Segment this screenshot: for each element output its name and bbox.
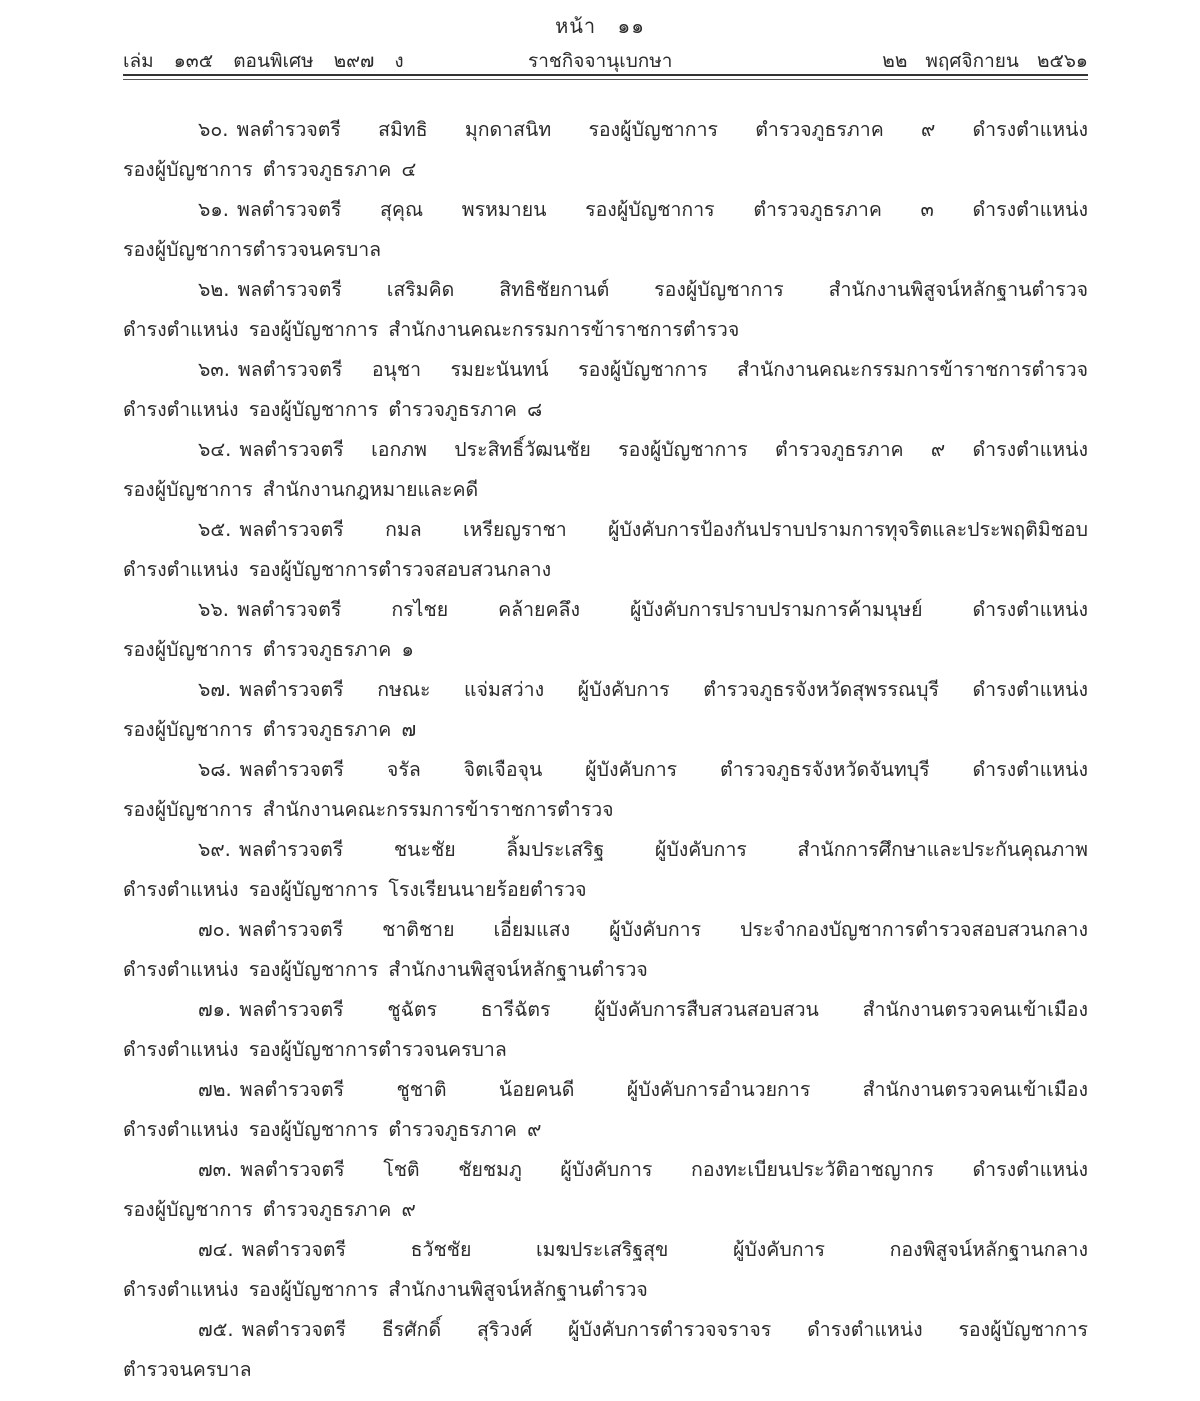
item-text-line2: ดำรงตำแหน่ง รองผู้บัญชาการ สำนักงานพิสูจน์หลักฐานตำรวจ <box>123 1278 648 1301</box>
item-text-line2: ดำรงตำแหน่ง รองผู้บัญชาการ ตำรวจภูธรภาค ๘ <box>123 398 543 421</box>
item-text-line1: พลตำรวจตรี กษณะ แจ่มสว่าง ผู้บังคับการ ตำรวจภูธรจังหวัดสุพรรณบุรี ดำรงตำแหน่ง <box>239 678 1088 701</box>
list-item <box>123 990 1088 1070</box>
item-number: ๗๒. <box>198 1078 232 1101</box>
item-text-line2: ดำรงตำแหน่ง รองผู้บัญชาการ สำนักงานคณะกรรมการข้าราชการตำรวจ <box>123 318 740 341</box>
item-text-line1: พลตำรวจตรี ชาติชาย เอี่ยมแสง ผู้บังคับการ ประจำกองบัญชาการตำรวจสอบสวนกลาง <box>238 918 1088 941</box>
publication-date <box>870 46 1088 76</box>
list-item <box>123 910 1088 990</box>
appointment-list <box>123 110 1088 1390</box>
item-text-line1: พลตำรวจตรี ชนะชัย ลิ้มประเสริฐ ผู้บังคับการ สำนักการศึกษาและประกันคุณภาพ <box>238 838 1088 861</box>
item-text-line1: พลตำรวจตรี กมล เหรียญราชา ผู้บังคับการป้องกันปราบปรามการทุจริตและประพฤติมิชอบ <box>239 518 1088 541</box>
date-month: พฤศจิกายน <box>925 50 1019 72</box>
publication-title: ราชกิจจานุเบกษา <box>528 50 673 72</box>
item-text-line2: ตำรวจนครบาล <box>123 1358 252 1381</box>
item-text-line1: พลตำรวจตรี จรัล จิตเจือจุน ผู้บังคับการ ตำรวจภูธรจังหวัดจันทบุรี ดำรงตำแหน่ง <box>239 758 1088 781</box>
page-number-value: ๑๑ <box>617 14 645 38</box>
item-text-line2: รองผู้บัญชาการ ตำรวจภูธรภาค ๗ <box>123 718 417 741</box>
item-text-line2: รองผู้บัญชาการตำรวจนครบาล <box>123 238 382 261</box>
item-text-line1: พลตำรวจตรี เอกภพ ประสิทธิ์วัฒนชัย รองผู้บัญชาการ ตำรวจภูธรภาค ๙ ดำรงตำแหน่ง <box>239 438 1088 461</box>
list-item <box>123 1230 1088 1310</box>
item-text-line2: ดำรงตำแหน่ง รองผู้บัญชาการตำรวจนครบาล <box>123 1038 507 1061</box>
list-item <box>123 350 1088 430</box>
list-item <box>123 510 1088 590</box>
list-item <box>123 1310 1088 1390</box>
item-text-line2: รองผู้บัญชาการ สำนักงานกฎหมายและคดี <box>123 478 479 501</box>
item-text-line1: พลตำรวจตรี กรไชย คล้ายคลึง ผู้บังคับการปราบปรามการค้ามนุษย์ ดำรงตำแหน่ง <box>236 598 1088 621</box>
item-number: ๖๓. <box>198 358 230 381</box>
item-number: ๗๕. <box>198 1318 234 1341</box>
list-item <box>123 430 1088 510</box>
item-number: ๖๒. <box>198 278 230 301</box>
list-item <box>123 830 1088 910</box>
item-text-line1: พลตำรวจตรี ธวัชชัย เมฆประเสริฐสุข ผู้บังคับการ กองพิสูจน์หลักฐานกลาง <box>241 1238 1088 1261</box>
item-text-line1: พลตำรวจตรี สมิทธิ มุกดาสนิท รองผู้บัญชาการ ตำรวจภูธรภาค ๙ ดำรงตำแหน่ง <box>236 118 1088 141</box>
item-number: ๖๙. <box>198 838 231 861</box>
item-number: ๗๑. <box>198 998 232 1021</box>
date-year: ๒๕๖๑ <box>1036 50 1088 72</box>
item-number: ๗๓. <box>198 1158 233 1181</box>
item-number: ๖๘. <box>198 758 232 781</box>
list-item <box>123 590 1088 670</box>
volume-label: เล่ม <box>123 50 154 72</box>
item-text-line1: พลตำรวจตรี ชูฉัตร ธารีฉัตร ผู้บังคับการสืบสวนสอบสวน สำนักงานตรวจคนเข้าเมือง <box>239 998 1088 1021</box>
section-number: ๒๙๗ <box>333 50 375 72</box>
list-item <box>123 1070 1088 1150</box>
item-text-line1: พลตำรวจตรี อนุชา รมยะนันทน์ รองผู้บัญชาการ สำนักงานคณะกรรมการข้าราชการตำรวจ <box>237 358 1088 381</box>
item-text-line2: ดำรงตำแหน่ง รองผู้บัญชาการ โรงเรียนนายร้อยตำรวจ <box>123 878 587 901</box>
header-divider <box>123 74 1088 80</box>
list-item <box>123 1150 1088 1230</box>
item-number: ๖๖. <box>198 598 229 621</box>
page-number <box>0 10 1200 42</box>
item-text-line2: รองผู้บัญชาการ ตำรวจภูธรภาค ๔ <box>123 158 417 181</box>
list-item <box>123 670 1088 750</box>
item-number: ๖๔. <box>198 438 232 461</box>
list-item <box>123 270 1088 350</box>
item-number: ๖๗. <box>198 678 232 701</box>
list-item <box>123 750 1088 830</box>
page-label: หน้า <box>555 14 597 38</box>
list-item <box>123 190 1088 270</box>
date-day: ๒๒ <box>882 50 908 72</box>
item-text-line2: ดำรงตำแหน่ง รองผู้บัญชาการ ตำรวจภูธรภาค ๙ <box>123 1118 542 1141</box>
item-text-line2: รองผู้บัญชาการ สำนักงานคณะกรรมการข้าราชการตำรวจ <box>123 798 614 821</box>
item-number: ๗๔. <box>198 1238 234 1261</box>
item-text-line2: รองผู้บัญชาการ ตำรวจภูธรภาค ๙ <box>123 1198 416 1221</box>
list-item <box>123 110 1088 190</box>
item-number: ๖๐. <box>198 118 229 141</box>
item-text-line2: ดำรงตำแหน่ง รองผู้บัญชาการตำรวจสอบสวนกลาง <box>123 558 552 581</box>
item-text-line1: พลตำรวจตรี ชูชาติ น้อยคนดี ผู้บังคับการอำนวยการ สำนักงานตรวจคนเข้าเมือง <box>239 1078 1088 1101</box>
item-text-line1: พลตำรวจตรี ธีรศักดิ์ สุริวงศ์ ผู้บังคับการตำรวจจราจร ดำรงตำแหน่ง รองผู้บัญชาการ <box>241 1318 1088 1341</box>
item-number: ๖๑. <box>198 198 229 221</box>
item-text-line2: รองผู้บัญชาการ ตำรวจภูธรภาค ๑ <box>123 638 414 661</box>
gazette-header <box>123 46 1088 74</box>
item-number: ๗๐. <box>198 918 231 941</box>
volume-number: ๑๓๕ <box>173 50 214 72</box>
item-text-line1: พลตำรวจตรี เสริมคิด สิทธิชัยกานต์ รองผู้บัญชาการ สำนักงานพิสูจน์หลักฐานตำรวจ <box>237 278 1088 301</box>
item-number: ๖๕. <box>198 518 232 541</box>
section-suffix: ง <box>394 50 404 72</box>
gazette-issue-info <box>123 46 418 76</box>
item-text-line2: ดำรงตำแหน่ง รองผู้บัญชาการ สำนักงานพิสูจน์หลักฐานตำรวจ <box>123 958 648 981</box>
section-label: ตอนพิเศษ <box>233 50 314 72</box>
item-text-line1: พลตำรวจตรี โชติ ชัยชมภู ผู้บังคับการ กองทะเบียนประวัติอาชญากร ดำรงตำแหน่ง <box>240 1158 1088 1181</box>
item-text-line1: พลตำรวจตรี สุคุณ พรหมายน รองผู้บัญชาการ ตำรวจภูธรภาค ๓ ดำรงตำแหน่ง <box>236 198 1088 221</box>
